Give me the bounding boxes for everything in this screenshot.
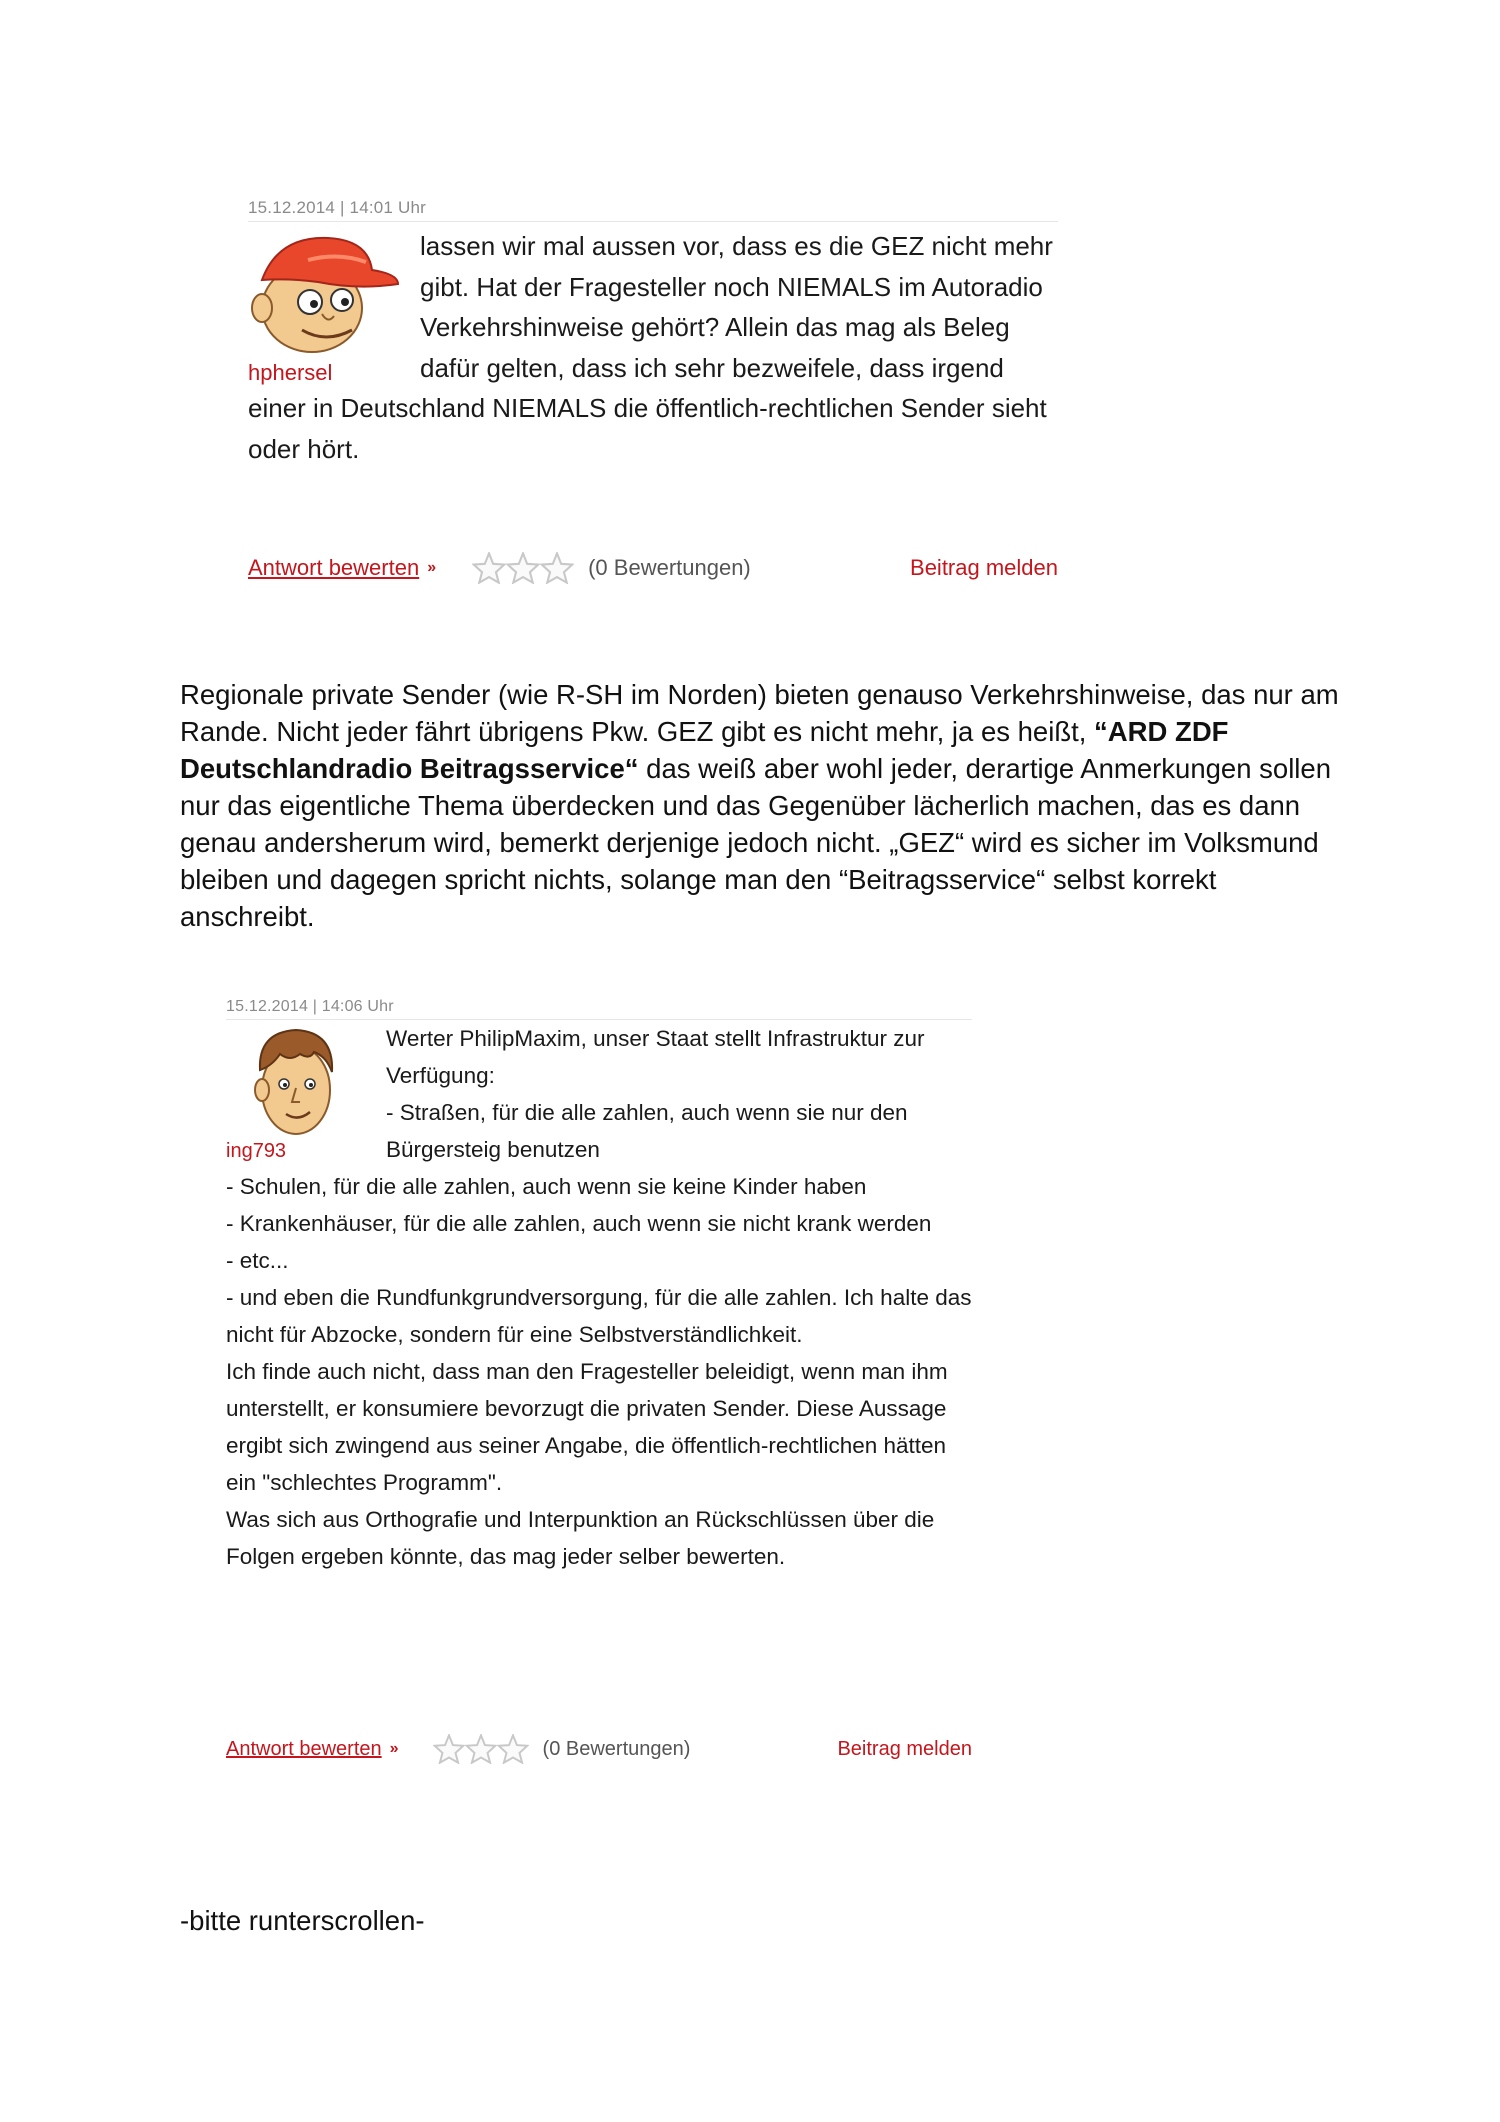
double-chevron-right-icon: » — [427, 559, 437, 576]
rating-count: (0 Bewertungen) — [542, 1737, 691, 1760]
comment-timestamp: 15.12.2014 | 14:01 Uhr — [248, 198, 1058, 222]
author-name[interactable]: hphersel — [248, 360, 333, 385]
author-block — [226, 1026, 386, 1163]
star-outline-icon[interactable] — [465, 1734, 497, 1764]
comment-footer — [248, 552, 1058, 584]
comment-line: Was sich aus Orthografie und Interpunktion an Rückschlüssen über die Folgen ergeben könnte, das mag jeder selber bewerten. — [226, 1507, 935, 1569]
star-outline-icon[interactable] — [472, 552, 506, 584]
body-paragraph — [180, 676, 1340, 935]
rate-answer-link[interactable]: Antwort bewerten — [226, 1737, 382, 1760]
comment-hphersel — [248, 198, 1058, 469]
comment-timestamp: 15.12.2014 | 14:06 Uhr — [226, 998, 972, 1020]
rating-stars[interactable] — [472, 552, 574, 584]
author-block — [248, 230, 420, 386]
double-chevron-right-icon: » — [389, 1740, 399, 1757]
rating-stars[interactable] — [433, 1734, 529, 1764]
author-name[interactable]: ing793 — [226, 1140, 287, 1162]
comment-line: - Krankenhäuser, für die alle zahlen, auch wenn sie nicht krank werden — [226, 1211, 932, 1236]
comment-line: - Schulen, für die alle zahlen, auch wenn sie keine Kinder haben — [226, 1174, 867, 1199]
star-outline-icon[interactable] — [497, 1734, 529, 1764]
cartoon-man-brown-hair-icon[interactable] — [250, 1026, 340, 1138]
cartoon-boy-red-cap-icon[interactable] — [248, 230, 400, 356]
scroll-hint: -bitte runterscrollen- — [180, 1905, 425, 1936]
comment-line: - Straßen, für die alle zahlen, auch wenn sie nur den Bürgersteig benutzen — [386, 1100, 908, 1162]
comment-line: - etc... — [226, 1248, 289, 1273]
body-text-part2: das weiß aber wohl jeder, derartige Anmerkungen sollen nur das eigentliche Thema überdecken und das Gegenüber lächerlich machen, das es dann genau andersherum wird, bemerkt derjenige jedoch nicht. „GEZ“ wird es sicher im Volksmund bleiben und dagegen spricht nichts, solange man den “Beitragsservice“ selbst korrekt anschreibt. — [180, 753, 1331, 932]
comment-footer — [226, 1734, 972, 1764]
comment-ing793 — [226, 998, 972, 1575]
rating-count: (0 Bewertungen) — [588, 555, 751, 580]
report-post-button[interactable]: Beitrag melden — [837, 1737, 972, 1760]
comment-line: - und eben die Rundfunkgrundversorgung, für die alle zahlen. Ich halte das nicht für Abzocke, sondern für eine Selbstverständlichkeit. — [226, 1285, 972, 1347]
comment-text: lassen wir mal aussen vor, dass es die GEZ nicht mehr gibt. Hat der Fragesteller noch NIEMALS im Autoradio Verkehrshinweise gehört? Allein das mag als Beleg dafür gelten, dass ich sehr bezweifele, dass irgend einer in Deutschland NIEMALS die öffentlich-rechtlichen Sender sieht oder hört. — [248, 231, 1053, 464]
rate-answer-link[interactable]: Antwort bewerten — [248, 555, 420, 580]
star-outline-icon[interactable] — [540, 552, 574, 584]
body-text-bold: “ARD ZDF Deutschlandradio Beitragsservice“ — [180, 716, 1229, 784]
comment-line: Ich finde auch nicht, dass man den Fragesteller beleidigt, wenn man ihm unterstellt, er konsumiere bevorzugt die privaten Sender. Diese Aussage ergibt sich zwingend aus seiner Angabe, die öffentlich-rechtlichen hätten ein "schlechtes Programm". — [226, 1359, 948, 1495]
star-outline-icon[interactable] — [433, 1734, 465, 1764]
report-post-button[interactable]: Beitrag melden — [910, 555, 1058, 580]
comment-line: Werter PhilipMaxim, unser Staat stellt Infrastruktur zur Verfügung: — [386, 1026, 925, 1088]
star-outline-icon[interactable] — [506, 552, 540, 584]
body-text-part1: Regionale private Sender (wie R-SH im Norden) bieten genauso Verkehrshinweise, das nur am Rande. Nicht jeder fährt übrigens Pkw. GEZ gibt es nicht mehr, ja es heißt, — [180, 679, 1339, 747]
